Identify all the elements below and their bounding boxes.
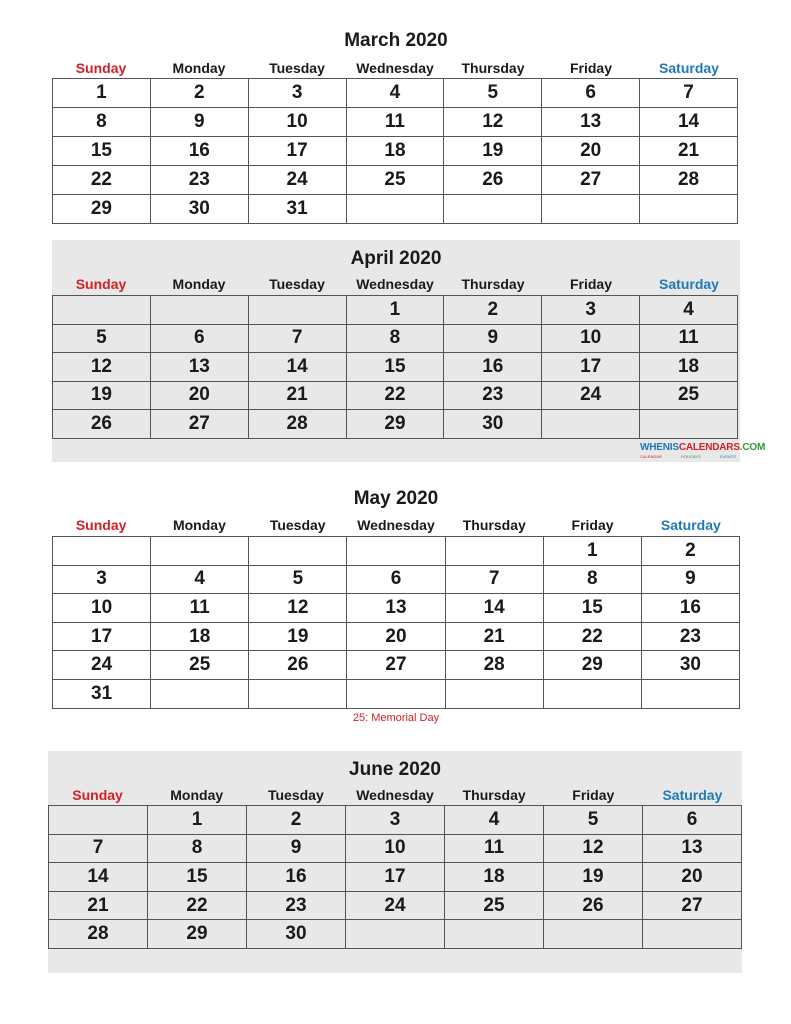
weekday-monday: Monday [172,517,226,533]
day-cell: 25 [445,891,544,920]
weekday-friday: Friday [569,60,612,76]
weekday-wednesday: Wednesday [357,517,435,533]
day-cell: 14 [640,108,738,137]
day-cell: 15 [148,863,247,892]
week-row [49,806,742,835]
weekday-saturday: Saturday [659,60,719,76]
day-cell: 21 [445,622,543,651]
week-row [53,353,738,382]
calendar-may-2020 [52,486,740,731]
weekday-thursday: Thursday [462,517,526,533]
day-cell: 29 [346,410,444,439]
day-cell: 1 [148,806,247,835]
weekday-header [52,276,738,292]
day-cell: 31 [53,679,151,708]
week-row [53,195,738,224]
day-cell: 6 [150,324,248,353]
weekday-wednesday: Wednesday [356,276,434,292]
week-row [53,410,738,439]
day-cell: 20 [542,137,640,166]
weekday-friday: Friday [571,517,614,533]
day-cell: 21 [248,381,346,410]
weekday-header [52,60,738,76]
day-cell: 3 [248,79,346,108]
empty-day-cell [444,195,542,224]
day-cell: 18 [151,622,249,651]
day-cell: 14 [445,594,543,623]
empty-day-cell [151,537,249,566]
day-cell: 28 [640,166,738,195]
day-cell: 27 [643,891,742,920]
day-cell: 12 [544,834,643,863]
day-cell: 6 [542,79,640,108]
day-cell: 30 [444,410,542,439]
day-cell: 22 [148,891,247,920]
day-cell: 12 [444,108,542,137]
day-cell: 17 [53,622,151,651]
day-cell: 26 [444,166,542,195]
day-grid [52,78,738,224]
day-cell: 18 [346,137,444,166]
month-title: April 2020 [350,248,442,269]
day-cell: 17 [248,137,346,166]
week-row [53,381,738,410]
day-cell: 14 [49,863,148,892]
empty-day-cell [346,195,444,224]
weekday-saturday: Saturday [662,787,723,803]
day-cell: 7 [640,79,738,108]
day-grid [52,536,740,709]
weekday-sunday: Sunday [72,787,123,803]
weekday-tuesday: Tuesday [267,787,324,803]
empty-day-cell [542,195,640,224]
weekday-wednesday: Wednesday [356,60,434,76]
day-cell: 8 [346,324,444,353]
day-cell: 27 [347,651,445,680]
day-cell: 11 [445,834,544,863]
empty-day-cell [445,679,543,708]
day-cell: 15 [346,353,444,382]
day-cell: 26 [544,891,643,920]
day-cell: 9 [247,834,346,863]
day-cell: 1 [543,537,641,566]
day-cell: 12 [249,594,347,623]
day-cell: 15 [53,137,151,166]
day-cell: 4 [445,806,544,835]
weekday-monday: Monday [172,276,226,292]
day-cell: 9 [641,565,739,594]
day-cell: 1 [53,79,151,108]
day-cell: 9 [444,324,542,353]
weekday-friday: Friday [572,787,615,803]
day-cell: 17 [542,353,640,382]
day-cell: 19 [444,137,542,166]
day-cell: 25 [640,381,738,410]
day-cell: 30 [247,920,346,949]
day-grid [48,805,742,949]
day-cell: 11 [640,324,738,353]
weekday-header [48,787,742,803]
weekday-saturday: Saturday [659,276,719,292]
day-cell: 7 [445,565,543,594]
empty-day-cell [151,679,249,708]
empty-day-cell [347,537,445,566]
day-cell: 23 [247,891,346,920]
empty-day-cell [346,920,445,949]
day-cell: 11 [346,108,444,137]
week-row [53,565,740,594]
day-cell: 29 [543,651,641,680]
week-row [53,79,738,108]
weekday-monday: Monday [170,787,224,803]
week-row [53,166,738,195]
week-row [53,137,738,166]
weekday-sunday: Sunday [75,517,127,533]
weekday-tuesday: Tuesday [269,276,325,292]
day-cell: 30 [150,195,248,224]
month-title: March 2020 [344,30,448,51]
day-cell: 8 [543,565,641,594]
day-cell: 3 [53,565,151,594]
day-cell: 14 [248,353,346,382]
day-cell: 25 [346,166,444,195]
day-cell: 19 [53,381,151,410]
day-cell: 2 [444,296,542,325]
day-cell: 10 [53,594,151,623]
day-cell: 13 [542,108,640,137]
day-cell: 24 [53,651,151,680]
weekday-sunday: Sunday [75,60,127,76]
day-cell: 6 [347,565,445,594]
empty-day-cell [641,679,739,708]
day-cell: 27 [542,166,640,195]
week-row [53,679,740,708]
day-cell: 23 [444,381,542,410]
empty-day-cell [53,296,151,325]
brand-logo: WHENISCALENDARS.COM CALENDAR HOLIDAYS EVENTS [640,442,766,459]
empty-day-cell [248,296,346,325]
day-cell: 2 [641,537,739,566]
day-cell: 13 [347,594,445,623]
day-cell: 29 [148,920,247,949]
weekday-tuesday: Tuesday [269,517,326,533]
empty-day-cell [150,296,248,325]
holiday-note: 25: Memorial Day [352,712,440,724]
day-cell: 28 [248,410,346,439]
empty-day-cell [643,920,742,949]
week-row [53,537,740,566]
day-cell: 8 [53,108,151,137]
calendar-march-2020 [52,28,740,224]
week-row [49,891,742,920]
day-cell: 24 [346,891,445,920]
day-cell: 27 [150,410,248,439]
day-cell: 29 [53,195,151,224]
day-cell: 16 [641,594,739,623]
day-cell: 8 [148,834,247,863]
week-row [53,108,738,137]
week-row [49,920,742,949]
day-cell: 7 [248,324,346,353]
weekday-saturday: Saturday [660,517,721,533]
week-row [49,834,742,863]
day-cell: 12 [53,353,151,382]
empty-day-cell [542,410,640,439]
empty-day-cell [445,537,543,566]
day-cell: 28 [49,920,148,949]
day-cell: 16 [150,137,248,166]
calendar-june-2020 [48,751,742,973]
day-cell: 24 [542,381,640,410]
day-cell: 9 [150,108,248,137]
empty-day-cell [249,537,347,566]
day-cell: 10 [346,834,445,863]
day-cell: 2 [150,79,248,108]
weekday-thursday: Thursday [461,276,525,292]
day-cell: 20 [150,381,248,410]
day-cell: 10 [248,108,346,137]
day-cell: 5 [544,806,643,835]
empty-day-cell [445,920,544,949]
week-row [49,863,742,892]
week-row [53,324,738,353]
day-cell: 1 [346,296,444,325]
day-cell: 5 [249,565,347,594]
empty-day-cell [640,410,738,439]
empty-day-cell [544,920,643,949]
empty-day-cell [640,195,738,224]
day-cell: 20 [643,863,742,892]
month-title: June 2020 [349,759,441,780]
weekday-friday: Friday [569,276,612,292]
day-cell: 21 [640,137,738,166]
day-cell: 17 [346,863,445,892]
day-cell: 5 [444,79,542,108]
day-cell: 31 [248,195,346,224]
day-cell: 23 [150,166,248,195]
day-cell: 6 [643,806,742,835]
day-cell: 15 [543,594,641,623]
day-cell: 19 [544,863,643,892]
day-cell: 4 [151,565,249,594]
weekday-header [52,517,740,533]
day-cell: 10 [542,324,640,353]
day-cell: 21 [49,891,148,920]
empty-day-cell [249,679,347,708]
day-grid [52,295,738,439]
day-cell: 16 [247,863,346,892]
day-cell: 4 [640,296,738,325]
week-row [53,651,740,680]
day-cell: 20 [347,622,445,651]
day-cell: 7 [49,834,148,863]
weekday-thursday: Thursday [461,60,525,76]
day-cell: 18 [445,863,544,892]
day-cell: 22 [53,166,151,195]
weekday-thursday: Thursday [462,787,526,803]
empty-day-cell [347,679,445,708]
day-cell: 22 [346,381,444,410]
empty-day-cell [543,679,641,708]
day-cell: 26 [249,651,347,680]
day-cell: 19 [249,622,347,651]
day-cell: 13 [643,834,742,863]
month-title: May 2020 [353,488,439,509]
day-cell: 28 [445,651,543,680]
day-cell: 11 [151,594,249,623]
weekday-tuesday: Tuesday [269,60,325,76]
week-row [53,296,738,325]
day-cell: 23 [641,622,739,651]
day-cell: 18 [640,353,738,382]
week-row [53,594,740,623]
weekday-sunday: Sunday [75,276,127,292]
day-cell: 2 [247,806,346,835]
day-cell: 3 [542,296,640,325]
day-cell: 13 [150,353,248,382]
empty-day-cell [49,806,148,835]
weekday-monday: Monday [172,60,226,76]
day-cell: 3 [346,806,445,835]
weekday-wednesday: Wednesday [356,787,434,803]
day-cell: 24 [248,166,346,195]
week-row [53,622,740,651]
day-cell: 16 [444,353,542,382]
day-cell: 4 [346,79,444,108]
day-cell: 25 [151,651,249,680]
empty-day-cell [53,537,151,566]
day-cell: 26 [53,410,151,439]
calendar-april-2020 [52,240,766,462]
day-cell: 5 [53,324,151,353]
day-cell: 22 [543,622,641,651]
day-cell: 30 [641,651,739,680]
